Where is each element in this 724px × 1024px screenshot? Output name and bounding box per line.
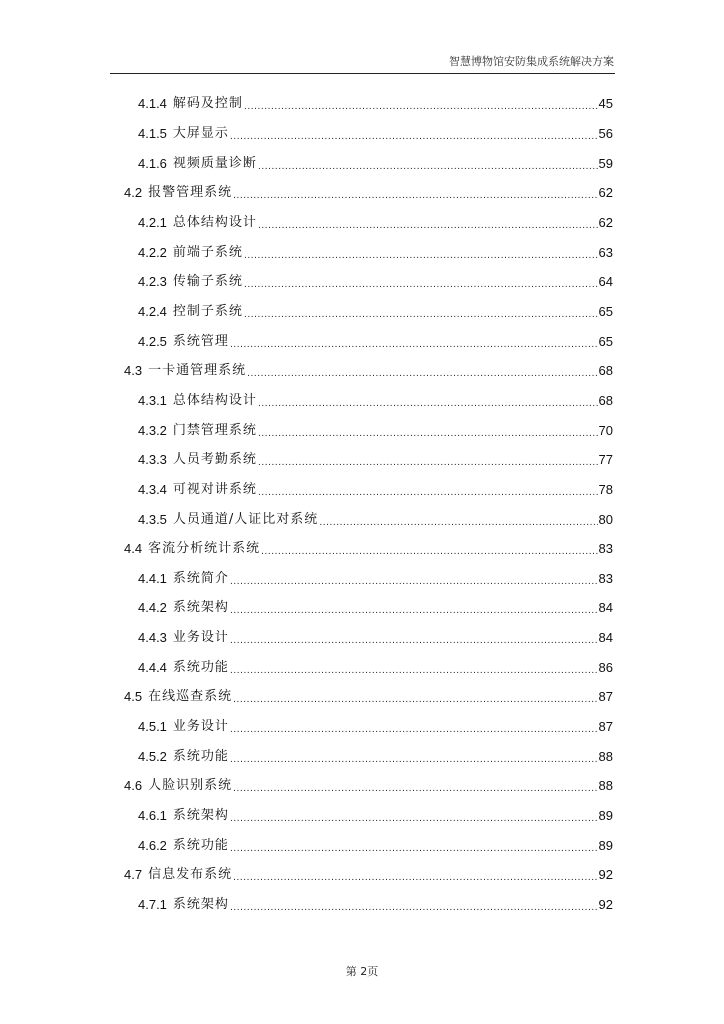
toc-entry-title: 系统架构 [172,600,229,616]
toc-entry-page: 63 [598,244,613,260]
toc-dot-leader [244,306,598,319]
document-title: 智慧博物馆安防集成系统解决方案 [449,55,614,68]
toc-entry-title: 总体结构设计 [172,214,257,230]
toc-dot-leader [230,632,598,645]
toc-entry[interactable] [124,208,613,238]
toc-entry-number: 4.6.2 [138,837,167,853]
page-header [0,0,724,75]
toc-entry[interactable] [124,326,613,356]
toc-entry-title: 门禁管理系统 [172,422,257,438]
toc-entry[interactable] [124,890,613,920]
toc-entry-page: 45 [598,96,613,112]
toc-entry-title: 客流分析统计系统 [148,541,261,557]
toc-entry-number: 4.1.5 [138,125,167,141]
toc-entry[interactable] [124,415,613,445]
toc-entry[interactable] [124,564,613,594]
toc-dot-leader [258,217,598,230]
toc-entry-title: 人员考勤系统 [172,452,257,468]
toc-entry-number: 4.2.5 [138,333,167,349]
toc-entry-number: 4.4 [124,541,143,557]
toc-dot-leader [230,899,598,912]
toc-entry-page: 59 [598,155,613,171]
toc-dot-leader [233,187,597,200]
toc-dot-leader [319,514,597,527]
toc-entry[interactable] [124,682,613,712]
toc-entry[interactable] [124,801,613,831]
table-of-contents [124,89,613,919]
toc-entry[interactable] [124,475,613,505]
toc-entry-title: 系统架构 [172,897,229,913]
toc-entry-title: 大屏显示 [172,125,229,141]
toc-entry-number: 4.6 [124,778,143,794]
toc-dot-leader [233,869,597,882]
toc-entry-number: 4.2.3 [138,274,167,290]
toc-entry-page: 56 [598,125,613,141]
toc-entry-title: 传输子系统 [172,274,243,290]
toc-entry[interactable] [124,771,613,801]
toc-entry-number: 4.1.6 [138,155,167,171]
toc-dot-leader [258,484,598,497]
toc-dot-leader [233,691,597,704]
toc-entry-number: 4.3 [124,363,143,379]
toc-entry-title: 业务设计 [172,630,229,646]
toc-entry[interactable] [124,356,613,386]
toc-entry-number: 4.7 [124,867,143,883]
toc-dot-leader [230,721,598,734]
toc-entry[interactable] [124,89,613,119]
toc-entry[interactable] [124,178,613,208]
toc-entry[interactable] [124,119,613,149]
toc-entry[interactable] [124,267,613,297]
toc-entry-number: 4.2.1 [138,214,167,230]
toc-entry-number: 4.3.1 [138,392,167,408]
toc-entry-title: 前端子系统 [172,244,243,260]
toc-entry-page: 83 [598,570,613,586]
toc-dot-leader [230,128,598,141]
toc-entry-page: 89 [598,808,613,824]
toc-entry-title: 视频质量诊断 [172,155,257,171]
toc-entry-number: 4.5.2 [138,748,167,764]
toc-entry-title: 系统功能 [172,837,229,853]
toc-dot-leader [244,98,598,111]
toc-dot-leader [230,751,598,764]
toc-dot-leader [247,365,597,378]
toc-entry-page: 68 [598,363,613,379]
toc-entry[interactable] [124,297,613,327]
toc-entry-page: 65 [598,333,613,349]
toc-entry-page: 87 [598,689,613,705]
toc-entry[interactable] [124,712,613,742]
toc-entry-title: 解码及控制 [172,96,243,112]
toc-dot-leader [258,454,598,467]
toc-entry-number: 4.7.1 [138,897,167,913]
toc-dot-leader [230,662,598,675]
toc-dot-leader [230,810,598,823]
toc-entry-number: 4.5.1 [138,719,167,735]
toc-entry-number: 4.1.4 [138,96,167,112]
toc-entry-page: 83 [598,541,613,557]
toc-entry[interactable] [124,445,613,475]
toc-dot-leader [230,602,598,615]
toc-entry-page: 62 [598,214,613,230]
toc-entry-title: 在线巡查系统 [148,689,233,705]
toc-entry-page: 87 [598,719,613,735]
toc-entry-page: 62 [598,185,613,201]
toc-dot-leader [230,336,598,349]
toc-entry-title: 信息发布系统 [148,867,233,883]
toc-entry-page: 80 [598,511,613,527]
toc-entry-number: 4.3.5 [138,511,167,527]
toc-entry-title: 系统架构 [172,808,229,824]
toc-entry-title: 一卡通管理系统 [148,363,247,379]
toc-entry-page: 70 [598,422,613,438]
toc-dot-leader [244,276,598,289]
toc-entry[interactable] [124,148,613,178]
toc-entry-page: 65 [598,303,613,319]
toc-entry-number: 4.3.3 [138,452,167,468]
toc-entry[interactable] [124,652,613,682]
toc-entry-number: 4.3.2 [138,422,167,438]
toc-entry-page: 77 [598,452,613,468]
toc-dot-leader [261,543,597,556]
toc-entry-title: 可视对讲系统 [172,481,257,497]
toc-entry-number: 4.2.2 [138,244,167,260]
toc-entry-title: 控制子系统 [172,303,243,319]
toc-entry-number: 4.4.4 [138,659,167,675]
toc-entry-title: 系统管理 [172,333,229,349]
toc-entry[interactable] [124,593,613,623]
toc-entry-page: 78 [598,481,613,497]
toc-entry-page: 92 [598,897,613,913]
toc-entry-title: 系统功能 [172,748,229,764]
toc-entry[interactable] [124,386,613,416]
toc-dot-leader [258,425,598,438]
toc-entry[interactable] [124,830,613,860]
toc-entry-title: 报警管理系统 [148,185,233,201]
toc-entry-number: 4.6.1 [138,808,167,824]
toc-entry[interactable] [124,534,613,564]
toc-dot-leader [258,395,598,408]
toc-entry[interactable] [124,741,613,771]
toc-entry-page: 92 [598,867,613,883]
toc-entry-page: 64 [598,274,613,290]
toc-entry[interactable] [124,504,613,534]
toc-entry-title: 系统简介 [172,570,229,586]
toc-entry-title: 系统功能 [172,659,229,675]
toc-entry-page: 89 [598,837,613,853]
toc-entry-page: 86 [598,659,613,675]
toc-entry-page: 88 [598,748,613,764]
toc-entry-number: 4.4.2 [138,600,167,616]
toc-entry-number: 4.2.4 [138,303,167,319]
toc-dot-leader [244,247,598,260]
toc-dot-leader [230,573,598,586]
toc-entry-title: 业务设计 [172,719,229,735]
toc-dot-leader [230,840,598,853]
toc-entry-title: 总体结构设计 [172,392,257,408]
toc-entry-number: 4.5 [124,689,143,705]
toc-entry[interactable] [124,623,613,653]
toc-entry[interactable] [124,237,613,267]
toc-entry-page: 84 [598,600,613,616]
toc-dot-leader [233,780,597,793]
toc-entry-number: 4.4.1 [138,570,167,586]
header-divider [110,73,615,74]
toc-entry-number: 4.2 [124,185,143,201]
toc-dot-leader [258,158,598,171]
page-number: 第 2页 [345,965,379,978]
toc-entry-title: 人脸识别系统 [148,778,233,794]
toc-entry-page: 88 [598,778,613,794]
toc-entry-title: 人员通道/人证比对系统 [172,511,319,527]
toc-entry[interactable] [124,860,613,890]
toc-entry-number: 4.4.3 [138,630,167,646]
toc-entry-page: 68 [598,392,613,408]
toc-entry-page: 84 [598,630,613,646]
toc-entry-number: 4.3.4 [138,481,167,497]
